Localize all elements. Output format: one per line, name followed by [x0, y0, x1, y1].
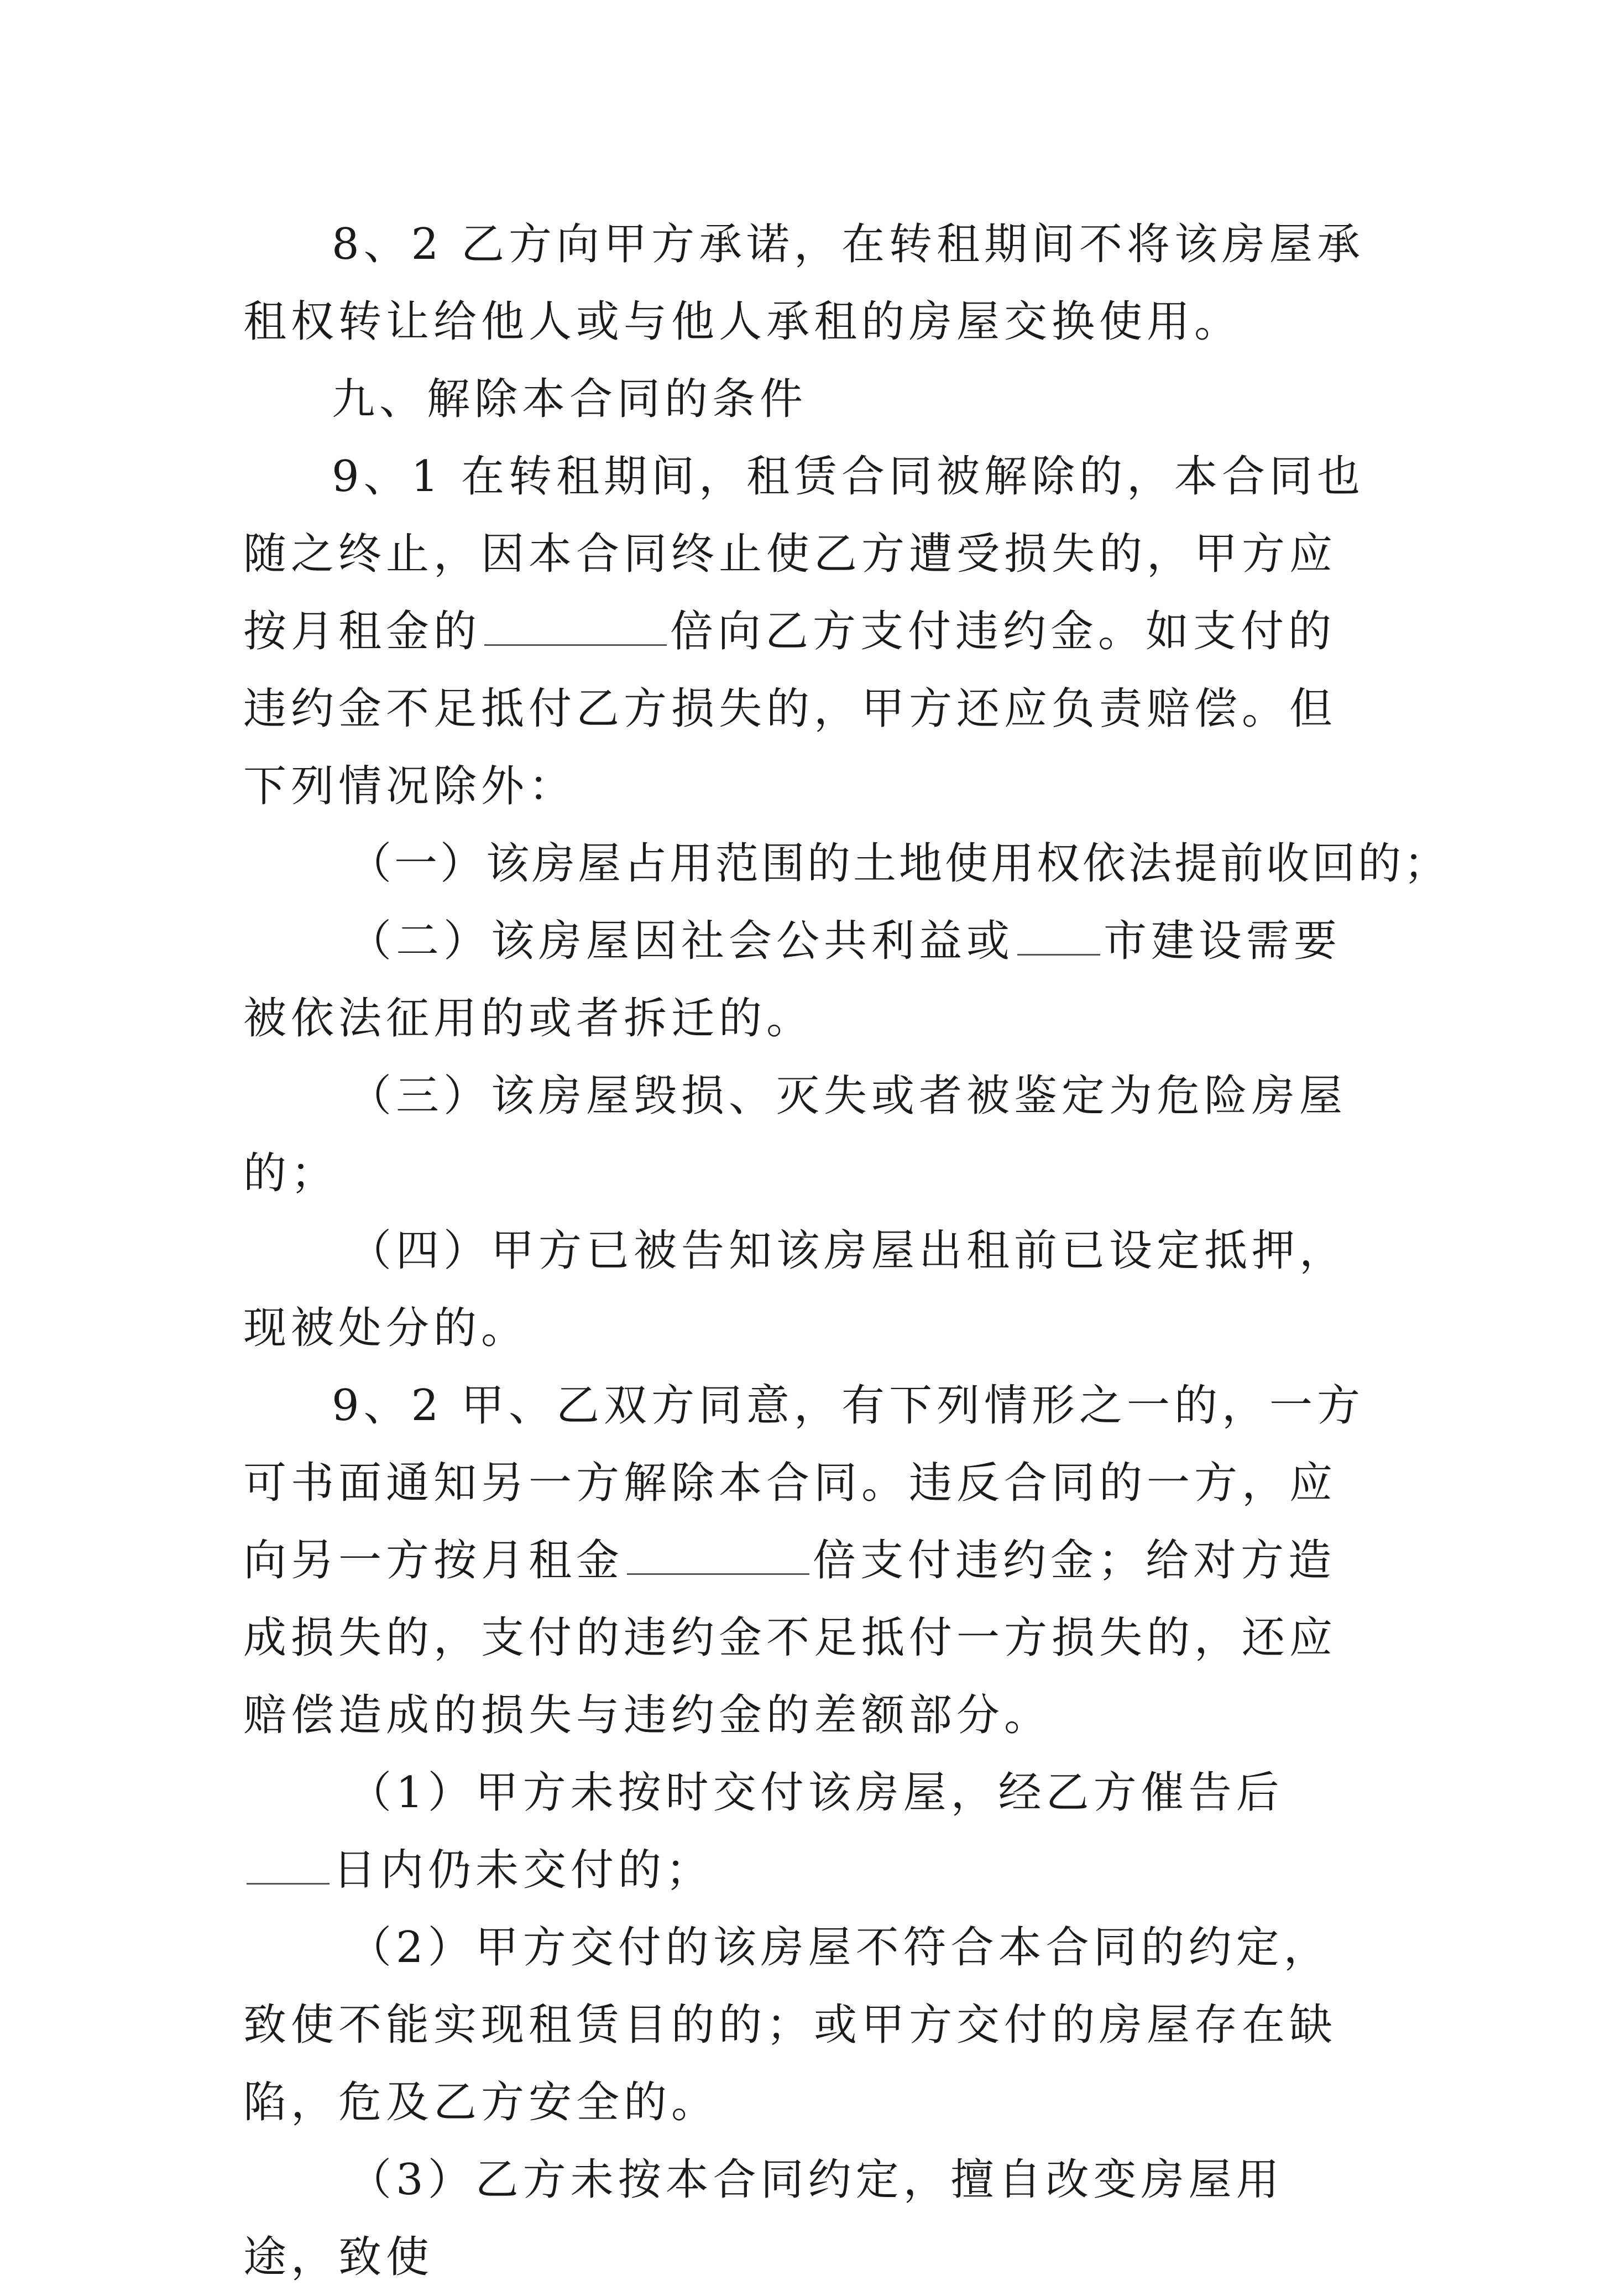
clause-9-1 [243, 438, 1371, 825]
clause-9-2-text-after: 倍支付违约金；给对方造成损失的，支付的违约金不足抵付一方损失的，还应赔偿造成的损失与违约金的差额部分。 [243, 1536, 1337, 1740]
exception-4-text: （四）甲方已被告知该房屋出租前已设定抵押，现被处分的。 [243, 1226, 1347, 1353]
exception-1 [243, 825, 1450, 902]
blank-days [247, 1848, 330, 1885]
exception-2-text-after: 市建设需要被依法征用的或者拆迁的。 [243, 916, 1342, 1043]
clause-9-1-text-after: 倍向乙方支付违约金。如支付的违约金不足抵付乙方损失的，甲方还应负责赔偿。但下列情况除外： [243, 607, 1337, 811]
exception-2 [243, 902, 1371, 1057]
clause-8-2-text: 8、2 乙方向甲方承诺，在转租期间不将该房屋承租权转让给他人或与他人承租的房屋交换使用。 [243, 220, 1365, 347]
document-body [243, 206, 1450, 2296]
blank-rent-multiple [484, 609, 667, 646]
exception-3 [243, 1057, 1371, 1212]
exception-1-text: （一）该房屋占用范围的土地使用权依法提前收回的； [348, 839, 1450, 889]
termination-item-1-text-after: 日内仍未交付的； [333, 1845, 714, 1895]
section-9-heading [243, 361, 1371, 438]
clause-8-2 [243, 206, 1371, 361]
exception-4 [243, 1212, 1371, 1367]
termination-item-2-text: （2）甲方交付的该房屋不符合本合同的约定，致使不能实现租赁目的的；或甲方交付的房屋存在缺陷，危及乙方安全的。 [243, 1923, 1337, 2127]
blank-penalty-multiple [627, 1538, 809, 1575]
section-9-heading-text: 九、解除本合同的条件 [332, 374, 808, 424]
blank-city-name [1017, 919, 1100, 956]
termination-item-1 [243, 1754, 1371, 1909]
clause-9-2 [243, 1367, 1371, 1754]
clause-9-1-text-before: 9、1 在转租期间，租赁合同被解除的，本合同也随之终止，因本合同终止使乙方遭受损失的，甲方应按月租金的 [243, 452, 1365, 656]
clause-9-2-text-before: 9、2 甲、乙双方同意，有下列情形之一的，一方可书面通知另一方解除本合同。违反合同的一方，应向另一方按月租金 [243, 1381, 1365, 1585]
termination-item-2 [243, 1909, 1371, 2141]
exception-3-text: （三）该房屋毁损、灭失或者被鉴定为危险房屋的； [243, 1071, 1347, 1198]
termination-item-1-text-before: （1）甲方未按时交付该房屋，经乙方催告后 [348, 1768, 1284, 1818]
termination-item-3 [243, 2141, 1371, 2296]
exception-2-text-before: （二）该房屋因社会公共利益或 [348, 916, 1015, 966]
termination-item-3-text: （3）乙方未按本合同约定，擅自改变房屋用途，致使 [243, 2155, 1284, 2282]
